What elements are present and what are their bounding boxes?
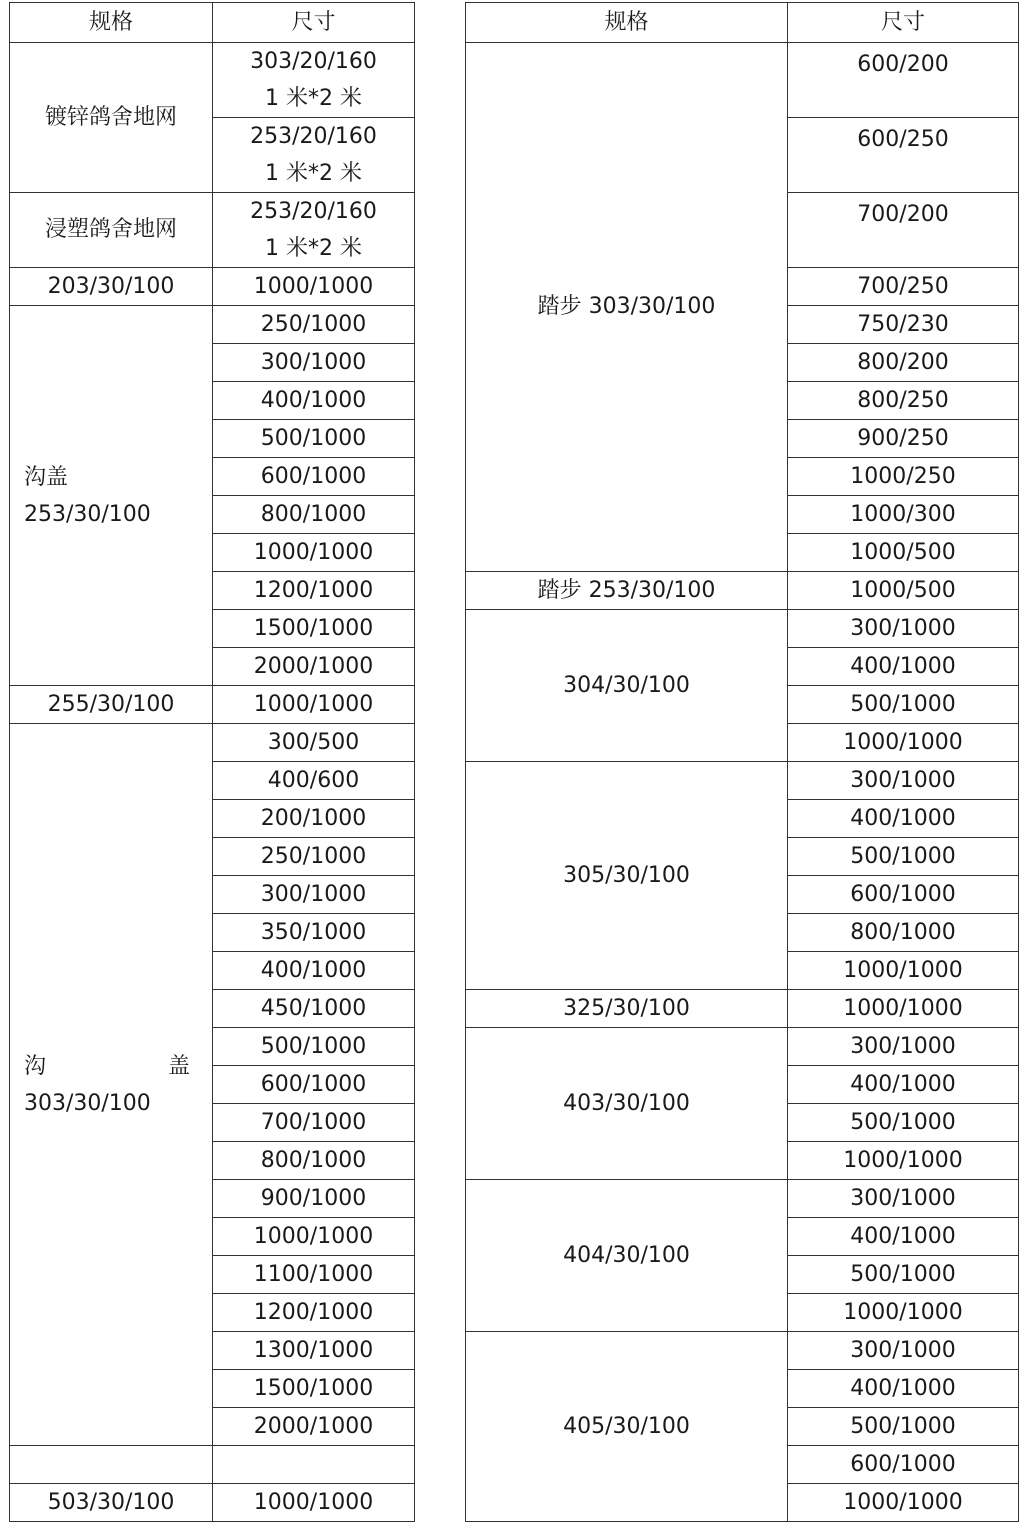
size-cell: 600/1000: [788, 1446, 1019, 1484]
size-cell: 1500/1000: [213, 610, 415, 648]
size-cell: 400/1000: [788, 1370, 1019, 1408]
spec-name-304: 304/30/100: [466, 610, 788, 762]
left-header-size: 尺寸: [213, 3, 415, 43]
size-cell: 2000/1000: [213, 1408, 415, 1446]
size-cell: 300/500: [213, 724, 415, 762]
size-cell: 1000/1000: [788, 724, 1019, 762]
size-cell: 800/1000: [213, 496, 415, 534]
table-row: [10, 193, 415, 268]
right-header-row: [466, 3, 1019, 43]
size-cell: 900/1000: [213, 1180, 415, 1218]
table-row: [10, 268, 415, 306]
size-cell: 300/1000: [788, 1180, 1019, 1218]
size-cell: 1000/1000: [788, 1142, 1019, 1180]
left-spec-table: [9, 2, 415, 1522]
spec-name-galvanized-floor-mesh: 镀锌鸽舍地网: [10, 43, 213, 193]
size-cell: 400/600: [213, 762, 415, 800]
table-row: [466, 43, 1019, 118]
size-cell: 1000/500: [788, 534, 1019, 572]
size-cell: 800/200: [788, 344, 1019, 382]
size-cell: 800/1000: [213, 1142, 415, 1180]
size-cell: 300/1000: [788, 1028, 1019, 1066]
size-line: 1 米*2 米: [265, 161, 362, 186]
size-cell: 500/1000: [788, 1104, 1019, 1142]
table-row: [466, 990, 1019, 1028]
size-cell: 1100/1000: [213, 1256, 415, 1294]
size-cell: [213, 193, 415, 268]
table-row: [466, 1332, 1019, 1370]
size-cell: 1000/1000: [788, 1294, 1019, 1332]
size-cell: 500/1000: [213, 1028, 415, 1066]
size-cell: 250/1000: [213, 838, 415, 876]
size-cell: 800/250: [788, 382, 1019, 420]
size-cell: 1000/1000: [213, 1484, 415, 1522]
size-cell: [213, 43, 415, 118]
size-cell: 450/1000: [213, 990, 415, 1028]
size-cell: [213, 118, 415, 193]
size-line: 303/20/160: [250, 49, 377, 74]
size-cell: 700/200: [788, 193, 1019, 268]
spec-name-255: 255/30/100: [10, 686, 213, 724]
size-cell: 300/1000: [788, 762, 1019, 800]
table-row: [10, 686, 415, 724]
spec-name-empty: [10, 1446, 213, 1484]
size-cell: 600/1000: [213, 1066, 415, 1104]
size-cell: 400/1000: [788, 648, 1019, 686]
size-cell: 1200/1000: [213, 1294, 415, 1332]
size-cell: 250/1000: [213, 306, 415, 344]
size-cell: 1000/300: [788, 496, 1019, 534]
table-row: [10, 306, 415, 344]
left-header-row: [10, 3, 415, 43]
size-cell: 1000/1000: [213, 1218, 415, 1256]
spec-name-trench-cover-303: [10, 724, 213, 1446]
size-cell: 800/1000: [788, 914, 1019, 952]
spec-name-line: [24, 1048, 212, 1085]
size-cell: 500/1000: [788, 1256, 1019, 1294]
size-cell: 750/230: [788, 306, 1019, 344]
table-row: [466, 572, 1019, 610]
size-cell: 900/250: [788, 420, 1019, 458]
size-cell: 400/1000: [213, 952, 415, 990]
size-line: 253/20/160: [250, 124, 377, 149]
size-cell: 600/1000: [213, 458, 415, 496]
size-cell: 300/1000: [788, 1332, 1019, 1370]
spec-name-503: 503/30/100: [10, 1484, 213, 1522]
size-cell: 300/1000: [788, 610, 1019, 648]
size-cell: 300/1000: [213, 876, 415, 914]
size-cell: 500/1000: [788, 686, 1019, 724]
spec-name-part: 盖: [167, 1053, 190, 1079]
spec-name-305: 305/30/100: [466, 762, 788, 990]
spec-name-203: 203/30/100: [10, 268, 213, 306]
size-cell: 500/1000: [788, 1408, 1019, 1446]
size-cell: 400/1000: [788, 800, 1019, 838]
size-cell: 500/1000: [788, 838, 1019, 876]
spec-name-404: 404/30/100: [466, 1180, 788, 1332]
size-cell: 1000/1000: [788, 952, 1019, 990]
size-cell: 200/1000: [213, 800, 415, 838]
spec-name-stair-303: 踏步 303/30/100: [466, 43, 788, 572]
size-cell: 400/1000: [213, 382, 415, 420]
size-cell: 1000/250: [788, 458, 1019, 496]
spec-name-line: 303/30/100: [24, 1090, 151, 1116]
right-header-spec: 规格: [466, 3, 788, 43]
size-cell: 1500/1000: [213, 1370, 415, 1408]
size-cell: 600/200: [788, 43, 1019, 118]
size-cell: 700/250: [788, 268, 1019, 306]
table-row: [10, 43, 415, 118]
size-cell: 400/1000: [788, 1066, 1019, 1104]
size-cell: 1000/1000: [788, 1484, 1019, 1522]
spec-name-line: 253/30/100: [24, 501, 151, 527]
spec-name-trench-cover-253: [10, 306, 213, 686]
right-header-size: 尺寸: [788, 3, 1019, 43]
table-row: [10, 1446, 415, 1484]
size-cell: 1000/1000: [213, 268, 415, 306]
table-row: [466, 1028, 1019, 1066]
size-cell: 350/1000: [213, 914, 415, 952]
size-cell: 2000/1000: [213, 648, 415, 686]
table-row: [466, 1180, 1019, 1218]
size-line: 1 米*2 米: [265, 236, 362, 261]
size-cell: 500/1000: [213, 420, 415, 458]
spec-name-pvc-floor-mesh: 浸塑鸽舍地网: [10, 193, 213, 268]
left-header-spec: 规格: [10, 3, 213, 43]
size-cell: 1000/1000: [213, 534, 415, 572]
right-spec-table: [465, 2, 1019, 1522]
spec-name-line: 沟盖: [24, 464, 69, 490]
table-row: [466, 610, 1019, 648]
table-row: [10, 1484, 415, 1522]
table-row: [466, 762, 1019, 800]
size-cell: 1300/1000: [213, 1332, 415, 1370]
table-row: [10, 724, 415, 762]
spec-name-403: 403/30/100: [466, 1028, 788, 1180]
size-cell: 600/1000: [788, 876, 1019, 914]
spec-name-405: 405/30/100: [466, 1332, 788, 1522]
size-cell: 1000/1000: [213, 686, 415, 724]
size-line: 1 米*2 米: [265, 86, 362, 111]
size-cell: 1000/1000: [788, 990, 1019, 1028]
size-cell: 700/1000: [213, 1104, 415, 1142]
size-cell: 600/250: [788, 118, 1019, 193]
spec-name-part: 沟: [24, 1053, 47, 1079]
size-cell: 1000/500: [788, 572, 1019, 610]
size-cell: 400/1000: [788, 1218, 1019, 1256]
size-cell: [213, 1446, 415, 1484]
size-line: 253/20/160: [250, 199, 377, 224]
spec-name-325: 325/30/100: [466, 990, 788, 1028]
size-cell: 300/1000: [213, 344, 415, 382]
spec-name-stair-253: 踏步 253/30/100: [466, 572, 788, 610]
size-cell: 1200/1000: [213, 572, 415, 610]
